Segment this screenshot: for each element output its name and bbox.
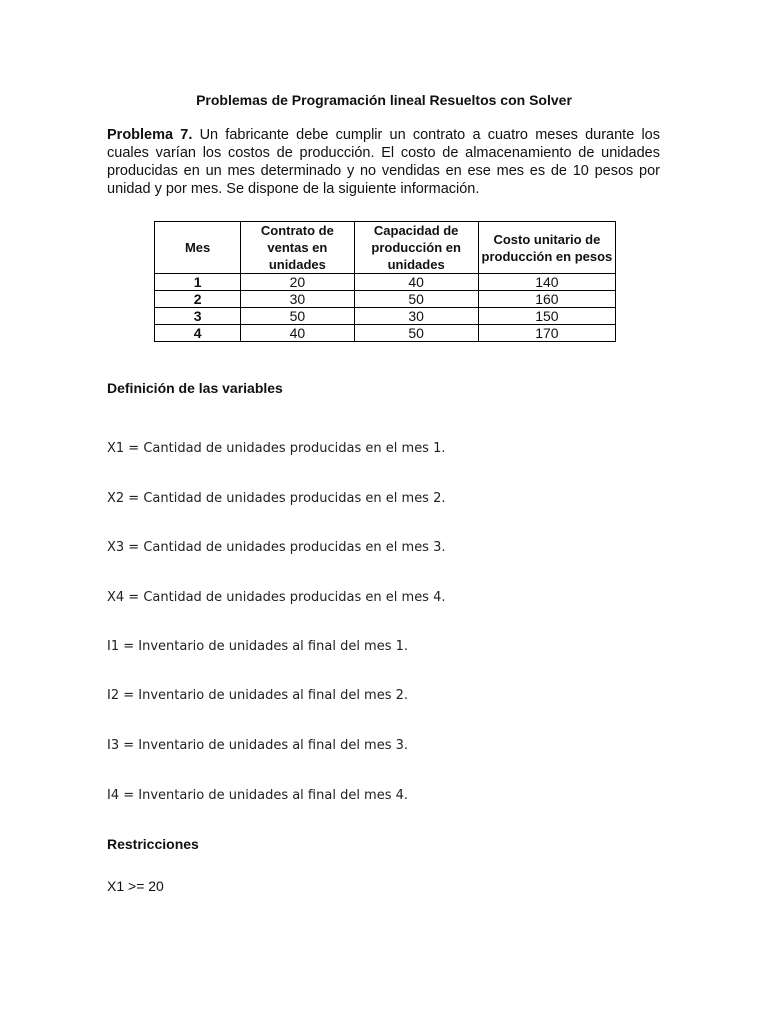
page-title: Problemas de Programación lineal Resueltos con Solver	[196, 92, 572, 108]
cell-contrato: 50	[241, 308, 354, 325]
cell-capacidad: 30	[354, 308, 478, 325]
cell-costo: 170	[478, 325, 615, 342]
header-capacidad: Capacidad de producción en unidades	[354, 222, 478, 274]
restriction-1: X1 >= 20	[107, 878, 164, 894]
cell-costo: 160	[478, 291, 615, 308]
variable-i2: I2 = Inventario de unidades al final del mes 2.	[107, 688, 409, 703]
variables-heading: Definición de las variables	[107, 380, 283, 396]
production-table	[154, 221, 616, 342]
cell-capacidad: 50	[354, 291, 478, 308]
table-row	[155, 325, 616, 342]
cell-mes: 2	[155, 291, 241, 308]
cell-contrato: 40	[241, 325, 354, 342]
header-contrato: Contrato de ventas en unidades	[241, 222, 354, 274]
cell-capacidad: 40	[354, 274, 478, 291]
table-header-row	[155, 222, 616, 274]
cell-mes: 3	[155, 308, 241, 325]
cell-contrato: 20	[241, 274, 354, 291]
variable-i4: I4 = Inventario de unidades al final del mes 4.	[107, 788, 409, 803]
restrictions-heading: Restricciones	[107, 836, 199, 852]
cell-mes: 4	[155, 325, 241, 342]
variable-x3: X3 = Cantidad de unidades producidas en el mes 3.	[107, 540, 446, 555]
variable-x1: X1 = Cantidad de unidades producidas en el mes 1.	[107, 441, 446, 456]
header-costo: Costo unitario de producción en pesos	[478, 222, 615, 274]
problem-text: Un fabricante debe cumplir un contrato a cuatro meses durante los cuales varían los costos de producción. El costo de almacenamiento de unidades producidas en un mes determinado y no vendidas en ese mes es de 10 pesos por unidad y por mes. Se dispone de la siguiente información.	[107, 127, 660, 197]
variable-x2: X2 = Cantidad de unidades producidas en el mes 2.	[107, 491, 446, 506]
header-mes: Mes	[155, 222, 241, 274]
variable-i3: I3 = Inventario de unidades al final del mes 3.	[107, 738, 409, 753]
cell-capacidad: 50	[354, 325, 478, 342]
variable-i1: I1 = Inventario de unidades al final del mes 1.	[107, 639, 409, 654]
table-row	[155, 274, 616, 291]
cell-costo: 150	[478, 308, 615, 325]
cell-mes: 1	[155, 274, 241, 291]
table-row	[155, 308, 616, 325]
table-row	[155, 291, 616, 308]
variable-x4: X4 = Cantidad de unidades producidas en el mes 4.	[107, 590, 446, 605]
problem-label: Problema 7.	[107, 127, 193, 143]
problem-statement	[107, 126, 660, 198]
cell-contrato: 30	[241, 291, 354, 308]
cell-costo: 140	[478, 274, 615, 291]
